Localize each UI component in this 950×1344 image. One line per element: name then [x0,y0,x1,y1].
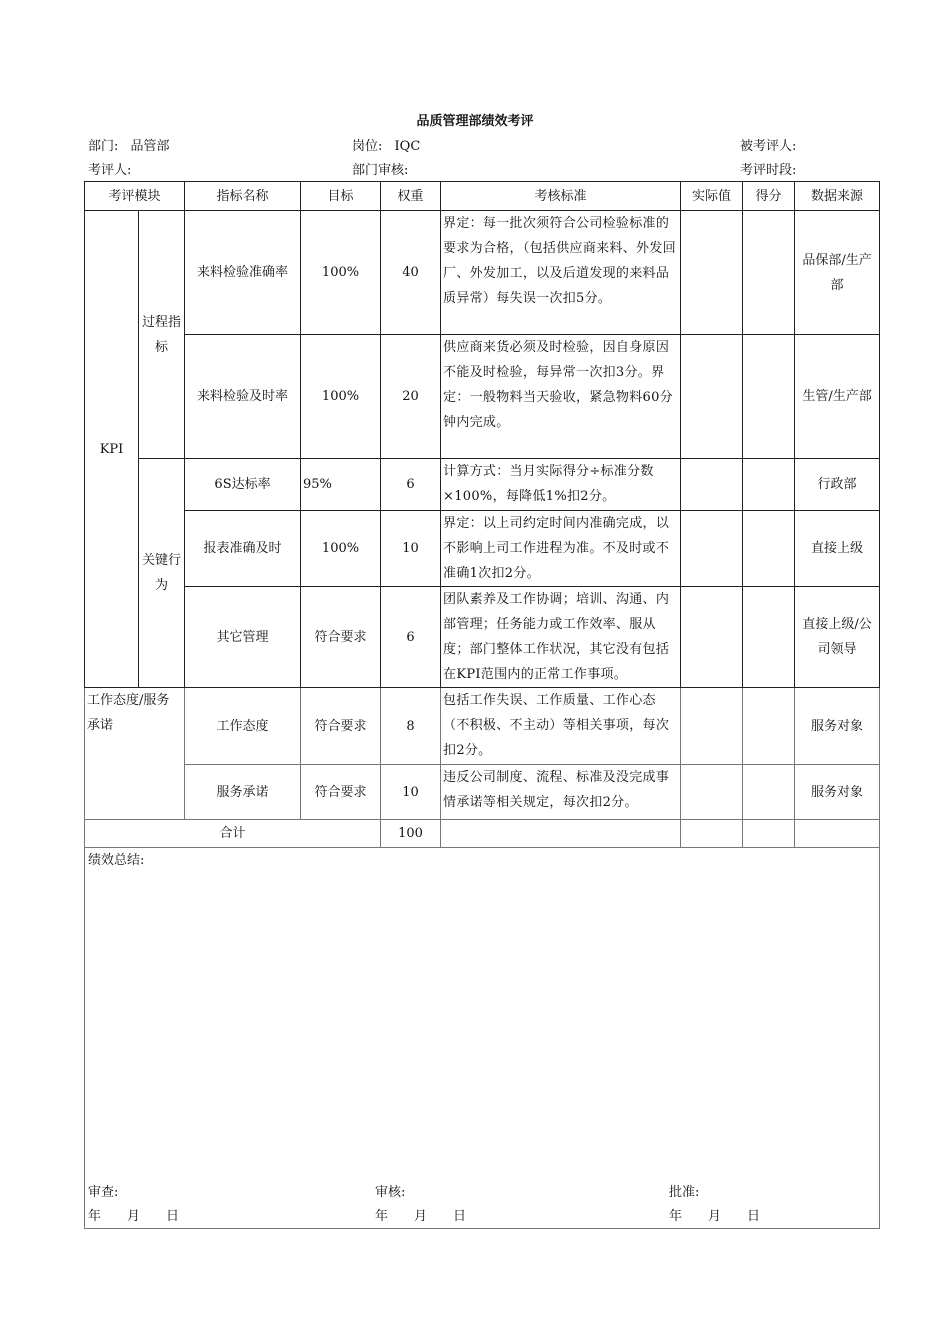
weight-value: 8 [381,688,441,765]
approve-label: 批准: [669,1185,700,1200]
standard-text: 界定：以上司约定时间内准确完成，以不影响上司工作进程为准。不及时或不准确1次扣2分。 [441,511,681,587]
kpi-module-label: KPI [85,211,139,688]
score-cell[interactable] [743,688,795,765]
position-label: 岗位: [352,139,383,154]
weight-value: 6 [381,459,441,511]
table-row [85,459,880,511]
position-field [352,135,420,154]
review-date: 年 月 日 [88,1209,180,1224]
score-cell[interactable] [743,587,795,688]
data-source: 行政部 [795,459,880,511]
summary-cell[interactable] [85,848,880,1229]
score-cell[interactable] [743,765,795,820]
indicator-name: 6S达标率 [185,459,301,511]
standard-text: 计算方式：当月实际得分÷标准分数×100%，每降低1%扣2分。 [441,459,681,511]
target-value: 100% [301,511,381,587]
data-source: 生管/生产部 [795,335,880,459]
data-source: 品保部/生产部 [795,211,880,335]
header-standard: 考核标准 [441,182,681,211]
header-score: 得分 [743,182,795,211]
score-cell[interactable] [743,335,795,459]
standard-text: 供应商来货必须及时检验，因自身原因不能及时检验，每异常一次扣3分。界定：一般物料当天验收，紧急物料60分钟内完成。 [441,335,681,459]
header-actual: 实际值 [681,182,743,211]
table-row [85,765,880,820]
header-module: 考评模块 [85,182,185,211]
target-value: 100% [301,335,381,459]
header-indicator: 指标名称 [185,182,301,211]
total-actual-cell[interactable] [681,820,743,848]
weight-value: 10 [381,511,441,587]
group-attitude: 工作态度/服务承诺 [85,688,185,820]
target-value: 符合要求 [301,587,381,688]
dept-label: 部门: [88,139,119,154]
dept-value: 品管部 [130,139,170,154]
actual-value-cell[interactable] [681,335,743,459]
position-value: IQC [394,139,421,154]
actual-value-cell[interactable] [681,211,743,335]
target-value: 95% [301,459,381,511]
group-key-behavior: 关键行为 [139,459,185,688]
standard-text: 包括工作失误、工作质量、工作心态（不积极、不主动）等相关事项，每次扣2分。 [441,688,681,765]
actual-value-cell[interactable] [681,459,743,511]
header-source: 数据来源 [795,182,880,211]
target-value: 符合要求 [301,765,381,820]
indicator-name: 来料检验准确率 [185,211,301,335]
indicator-name: 报表准确及时 [185,511,301,587]
summary-row [85,848,880,1229]
audit-label: 审核: [375,1185,406,1200]
score-cell[interactable] [743,211,795,335]
table-row [85,335,880,459]
data-source: 直接上级/公司领导 [795,587,880,688]
weight-value: 20 [381,335,441,459]
indicator-name: 其它管理 [185,587,301,688]
table-row [85,211,880,335]
standard-text: 违反公司制度、流程、标准及没完成事情承诺等相关规定，每次扣2分。 [441,765,681,820]
review-label: 审查: [88,1185,119,1200]
summary-label: 绩效总结: [88,853,145,868]
audit-date: 年 月 日 [375,1209,467,1224]
header-weight: 权重 [381,182,441,211]
table-row [85,511,880,587]
target-value: 100% [301,211,381,335]
standard-text: 团队素养及工作协调；培训、沟通、内部管理；任务能力或工作效率、服从度；部门整体工作状况，其它没有包括在KPI范围内的正常工作事项。 [441,587,681,688]
data-source: 服务对象 [795,765,880,820]
assessee-label: 被考评人: [740,139,797,154]
total-standard-cell [441,820,681,848]
data-source: 服务对象 [795,688,880,765]
table-row [85,587,880,688]
header-target: 目标 [301,182,381,211]
dept-review-label: 部门审核: [352,163,409,178]
total-score-cell[interactable] [743,820,795,848]
actual-value-cell[interactable] [681,587,743,688]
weight-value: 10 [381,765,441,820]
weight-value: 40 [381,211,441,335]
period-label: 考评时段: [740,163,797,178]
actual-value-cell[interactable] [681,765,743,820]
weight-value: 6 [381,587,441,688]
total-source-cell [795,820,880,848]
indicator-name: 来料检验及时率 [185,335,301,459]
actual-value-cell[interactable] [681,688,743,765]
data-source: 直接上级 [795,511,880,587]
assessor-label: 考评人: [88,163,132,178]
score-cell[interactable] [743,511,795,587]
total-row [85,820,880,848]
approve-date: 年 月 日 [669,1209,761,1224]
standard-text: 界定：每一批次须符合公司检验标准的要求为合格，（包括供应商来料、外发回厂、外发加工，以及后道发现的来料品质异常）每失误一次扣5分。 [441,211,681,335]
page-title: 品质管理部绩效考评 [416,114,534,129]
assessment-table [84,181,880,1229]
total-weight: 100 [381,820,441,848]
target-value: 符合要求 [301,688,381,765]
score-cell[interactable] [743,459,795,511]
table-row [85,688,880,765]
group-process: 过程指标 [139,211,185,459]
header-row [85,182,880,211]
indicator-name: 服务承诺 [185,765,301,820]
indicator-name: 工作态度 [185,688,301,765]
total-label: 合计 [85,820,381,848]
dept-field [88,135,170,154]
actual-value-cell[interactable] [681,511,743,587]
